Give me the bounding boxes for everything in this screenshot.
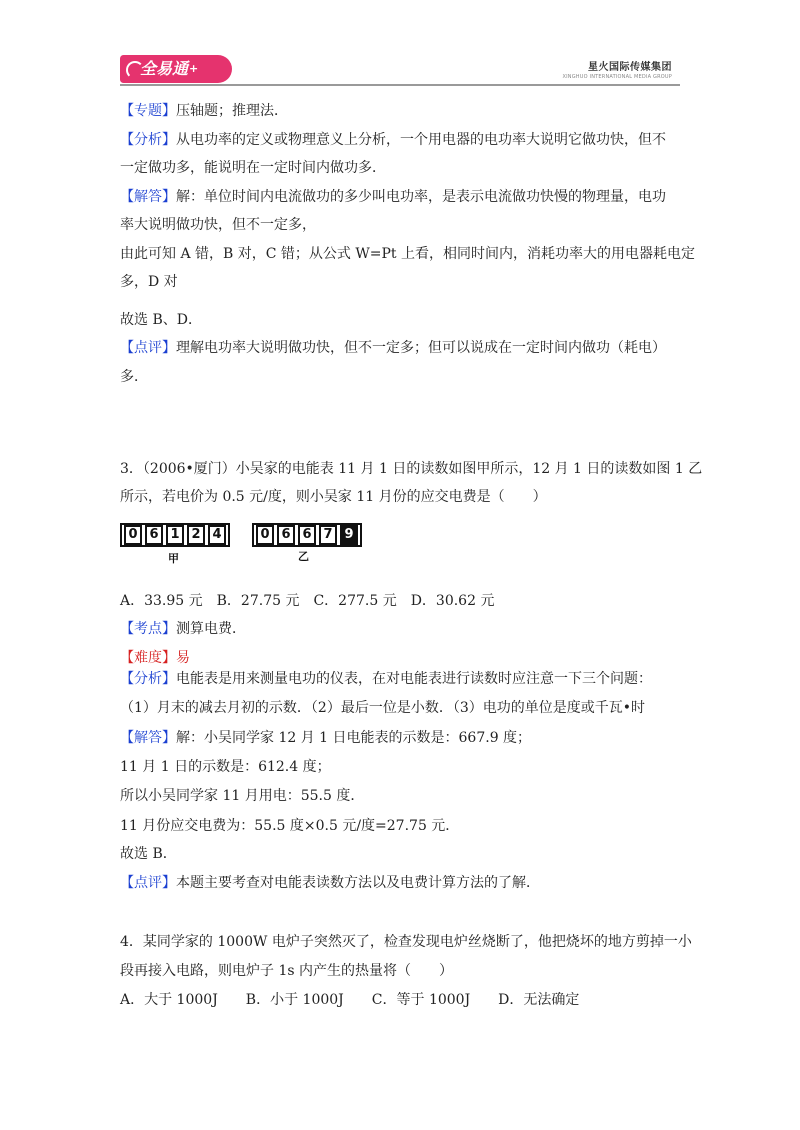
comment-tag: 【点评】 [120, 340, 176, 356]
meter-b-decimal-digit: 9 [340, 525, 358, 545]
analysis-tag: 【分析】 [120, 671, 176, 687]
meter-b [252, 523, 362, 547]
brand-subtitle: XINGHUO INTERNATIONAL MEDIA GROUP [562, 74, 672, 80]
q4-stem-line-1: 4．某同学家的 1000W 电炉子突然灭了，检查发现电炉丝烧断了，他把烧坏的地方剪掉一小 [120, 934, 692, 950]
q3-comment [120, 873, 540, 893]
answer-tag: 【解答】 [120, 730, 176, 746]
q3-analysis-line-1 [120, 669, 652, 689]
page-header [120, 55, 680, 87]
meter-a [120, 523, 230, 547]
meter-a-digit: 6 [145, 525, 163, 545]
meter-a-label: 甲 [168, 552, 179, 565]
analysis-text: 电能表是用来测量电功的仪表，在对电能表进行读数时应注意一下三个问题： [176, 671, 652, 687]
brand-name: 星火国际传媒集团 [588, 62, 672, 73]
q3-analysis-line-2: （1）月末的减去月初的示数．（2）最后一位是小数．（3）电功的单位是度或千瓦•时 [120, 700, 645, 716]
point-text: 测算电费． [176, 621, 246, 637]
meter-a-digit: 2 [187, 525, 205, 545]
topic-text: 压轴题；推理法． [176, 103, 288, 119]
meter-b-digit: 6 [298, 525, 316, 545]
analysis-tag: 【分析】 [120, 132, 176, 148]
difficulty-text: 易 [176, 650, 190, 666]
meter-a-frame [120, 523, 230, 547]
meter-a-digit: 0 [124, 525, 142, 545]
meter-a-decimal-digit: 4 [208, 525, 226, 545]
meter-b-frame [252, 523, 362, 547]
comment-tag: 【点评】 [120, 875, 176, 891]
answer-text: 解：小吴同学家 12 月 1 日电能表的示数是：667.9 度； [176, 730, 532, 746]
q3-point [120, 619, 246, 639]
q2-comment-line-2: 多． [120, 369, 148, 385]
topic-tag: 【专题】 [120, 103, 176, 119]
meter-b-digit: 0 [256, 525, 274, 545]
q3-answer-line-2: 11 月 1 日的示数是：612.4 度； [120, 759, 331, 775]
analysis-text: 从电功率的定义或物理意义上分析，一个用电器的电功率大说明它做功快，但不 [176, 132, 666, 148]
q3-answer-line-3: 所以小吴同学家 11 月用电：55.5 度． [120, 788, 365, 804]
q2-analysis-line-1 [120, 130, 666, 150]
q2-answer-line-3: 由此可知 A 错，B 对，C 错；从公式 W=Pt 上看，相同时间内，消耗功率大的用电器耗电定 [120, 246, 695, 262]
difficulty-tag: 【难度】 [120, 650, 176, 666]
q2-choose: 故选 B、D． [120, 312, 202, 328]
q3-stem-line-1: 3．（2006•厦门）小吴家的电能表 11 月 1 日的读数如图甲所示，12 月 1 日的读数如图 1 乙 [120, 461, 703, 477]
q2-answer-line-4: 多，D 对 [120, 274, 178, 290]
q3-answer-line-4: 11 月份应交电费为：55.5 度×0.5 元/度=27.75 元． [120, 818, 460, 834]
q3-difficulty [120, 648, 190, 668]
q2-answer-line-2: 率大说明做功快，但不一定多， [120, 217, 316, 233]
header-divider [120, 84, 680, 86]
q4-options: A．大于 1000J B．小于 1000J C．等于 1000J D．无法确定 [120, 992, 580, 1008]
q2-comment-line-1 [120, 338, 666, 358]
logo-swoosh-icon [126, 61, 144, 79]
q2-answer-line-1 [120, 187, 666, 207]
answer-text: 解：单位时间内电流做功的多少叫电功率，是表示电流做功快慢的物理量，电功 [176, 189, 666, 205]
q4-stem-line-2: 段再接入电路，则电炉子 1s 内产生的热量将（ ） [120, 963, 453, 979]
point-tag: 【考点】 [120, 621, 176, 637]
meter-a-digit: 1 [166, 525, 184, 545]
q2-analysis-line-2: 一定做功多，能说明在一定时间内做功多． [120, 160, 386, 176]
answer-tag: 【解答】 [120, 189, 176, 205]
q3-answer-line-1 [120, 728, 531, 748]
logo [120, 55, 232, 83]
comment-text: 本题主要考查对电能表读数方法以及电费计算方法的了解． [176, 875, 540, 891]
q2-topic [120, 101, 288, 121]
logo-text: 全易通 [140, 59, 189, 78]
meter-b-label: 乙 [298, 550, 309, 563]
q3-stem-line-2: 所示，若电价为 0.5 元/度，则小吴家 11 月份的应交电费是（ ） [120, 489, 547, 505]
comment-text: 理解电功率大说明做功快，但不一定多；但可以说成在一定时间内做功（耗电） [176, 340, 666, 356]
logo-plus: + [189, 62, 199, 75]
brand [562, 58, 672, 80]
q3-options: A．33.95 元 B．27.75 元 C．277.5 元 D．30.62 元 [120, 593, 495, 609]
meter-b-digit: 7 [319, 525, 337, 545]
meter-b-digit: 6 [277, 525, 295, 545]
q3-choose: 故选 B． [120, 846, 177, 862]
